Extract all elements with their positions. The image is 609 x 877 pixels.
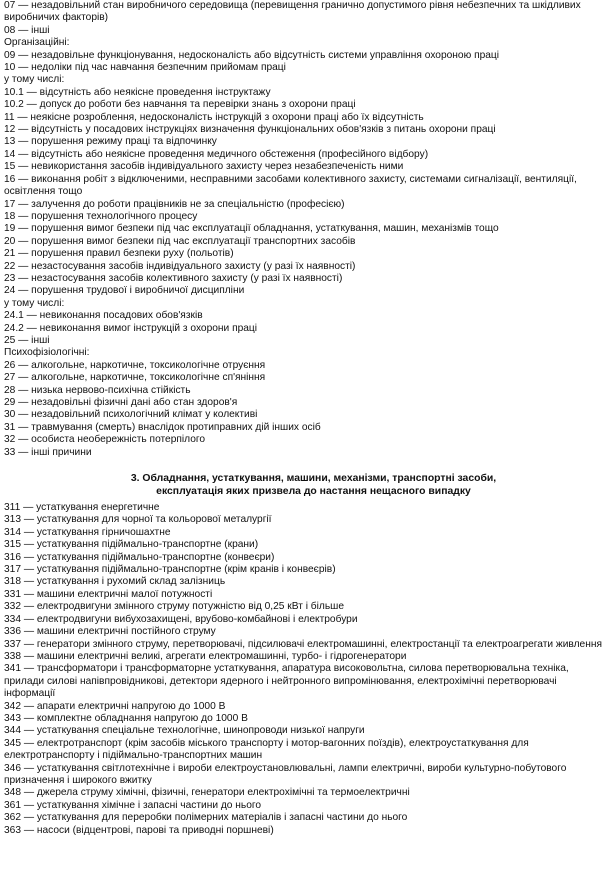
list-item: 336 — машини електричні постійного струму: [4, 626, 216, 638]
list-item: 342 — апарати електричні напругою до 1000 В: [4, 700, 226, 712]
list-item: 341 — трансформатори і трансформаторне устаткування, апаратура високовольтна, силова перетворювальна техніка, прилади силові напівпровідникові, детектори ядерного і нейтронного випромінювання, електрохімічні перетворювачі інформації: [4, 663, 569, 700]
list-item: 12 — відсутність у посадових інструкціях визначення функціональних обов'язків з питань охорони праці: [4, 124, 496, 136]
list-item: 14 — відсутність або неякісне проведення медичного обстеження (професійного відбору): [4, 148, 429, 160]
list-item: 25 — інші: [4, 334, 50, 346]
list-item: 20 — порушення вимог безпеки під час експлуатації транспортних засобів: [4, 235, 356, 247]
list-item: 361 — устаткування хімічне і запасні частини до нього: [4, 799, 262, 811]
subheading: у тому числі:: [4, 74, 65, 86]
list-item: 10.2 — допуск до роботи без навчання та перевірки знань з охорони праці: [4, 99, 356, 111]
list-item: 314 — устаткування гірничошахтне: [4, 526, 171, 538]
list-item: 317 — устаткування підіймально-транспортне (крім кранів і конвеєрів): [4, 564, 336, 576]
list-item: 318 — устаткування і рухомий склад залізниць: [4, 576, 226, 588]
list-item: 26 — алкогольне, наркотичне, токсикологічне отруєння: [4, 359, 266, 371]
list-item: 334 — електродвигуни вибухозахищені, врубово-комбайнові і електробури: [4, 613, 358, 625]
list-item: 362 — устаткування для переробки полімерних матеріалів і запасні частини до нього: [4, 812, 408, 824]
list-item: 21 — порушення правил безпеки руху (польотів): [4, 248, 234, 260]
list-item: 19 — порушення вимог безпеки під час експлуатації обладнання, устаткування, машин, механізмів тощо: [4, 223, 499, 235]
list-item: 332 — електродвигуни змінного струму потужністю від 0,25 кВт і більше: [4, 601, 344, 613]
section-title-line-1: 3. Обладнання, устаткування, машини, механізми, транспортні засоби,: [130, 473, 497, 485]
list-item: 348 — джерела струму хімічні, фізичні, генератори електрохімічні та термоелектричні: [4, 787, 410, 799]
list-item: 16 — виконання робіт з відключеними, несправними засобами колективного захисту, системами сигналізації, вентиляції, освітлення тощо: [4, 173, 577, 198]
list-item: 27 — алкогольне, наркотичне, токсикологічне сп'яніння: [4, 372, 266, 384]
list-item: 331 — машини електричні малої потужності: [4, 588, 213, 600]
list-item: 344 — устаткування спеціальне технологічне, шинопроводи низької напруги: [4, 725, 365, 737]
category-heading: Психофізіологічні:: [4, 347, 90, 359]
list-item: 337 — генератори змінного струму, перетворювачі, підсилювачі електромашинні, електростанції та електроагрегати живлення: [4, 638, 602, 650]
list-item: 313 — устаткування для чорної та кольорової металургії: [4, 514, 272, 526]
list-item: 33 — інші причини: [4, 446, 92, 458]
list-item: 30 — незадовільний психологічний клімат у колективі: [4, 409, 258, 421]
subheading: у тому числі:: [4, 297, 65, 309]
list-item: 24.1 — невиконання посадових обов'язків: [4, 310, 203, 322]
list-item: 15 — невикористання засобів індивідуального захисту через незабезпеченість ними: [4, 161, 404, 173]
list-item: 11 — неякісне розроблення, недосконалість інструкцій з охорони праці або їх відсутність: [4, 111, 424, 123]
section-title-line-2: експлуатація яких призвела до настання нещасного випадку: [156, 486, 471, 498]
spacer: [4, 459, 605, 472]
list-item: 13 — порушення режиму праці та відпочинку: [4, 136, 217, 148]
list-item: 345 — електротранспорт (крім засобів міського транспорту і мотор-вагонних поїздів), електроустаткування для електротранспорту і підіймально-транспортних машин: [4, 737, 529, 762]
list-item: 10 — недоліки під час навчання безпечним прийомам праці: [4, 62, 286, 74]
list-item: 311 — устаткування енергетичне: [4, 502, 160, 514]
list-item: 18 — порушення технологічного процесу: [4, 210, 198, 222]
list-item: 31 — травмування (смерть) внаслідок протиправних дій інших осіб: [4, 421, 321, 433]
list-item: 29 — незадовільні фізичні дані або стан здоров'я: [4, 397, 238, 408]
list-item: 24 — порушення трудової і виробничої дисципліни: [4, 285, 245, 297]
equipment-list: [4, 502, 605, 837]
list-item: 17 — залучення до роботи працівників не за спеціальністю (професією): [4, 198, 345, 210]
list-item: 24.2 — невиконання вимог інструкцій з охорони праці: [4, 322, 258, 334]
section-3-heading: [4, 472, 605, 498]
list-item: 346 — устаткування світлотехнічне і вироби електроустановлювальні, лампи електричні, вироби культурно-побутового призначення і широкого вжитку: [4, 762, 567, 786]
list-item: 363 — насоси (відцентрові, парові та приводні поршневі): [4, 824, 274, 836]
list-item: 315 — устаткування підіймально-транспортне (крани): [4, 539, 259, 551]
list-item: 09 — незадовільне функціонування, недосконалість або відсутність системи управління охороною праці: [4, 49, 500, 61]
category-heading: Організаційні:: [4, 37, 70, 49]
list-item: 07 — незадовільний стан виробничого середовища (перевищення гранично допустимого рівня небезпечних та шкідливих виробничих факторів): [4, 0, 581, 24]
causes-list: [4, 0, 605, 459]
list-item: 343 — комплектне обладнання напругою до 1000 В: [4, 712, 248, 724]
list-item: 23 — незастосування засобів колективного захисту (у разі їх наявності): [4, 272, 343, 284]
list-item: 28 — низька нервово-психічна стійкість: [4, 384, 191, 396]
list-item: 32 — особиста необережність потерпілого: [4, 434, 206, 446]
list-item: 10.1 — відсутність або неякісне проведення інструктажу: [4, 86, 271, 98]
list-item: 338 — машини електричні великі, агрегати електромашинні, турбо- і гідрогенератори: [4, 650, 407, 662]
list-item: 08 — інші: [4, 24, 50, 36]
list-item: 316 — устаткування підіймально-транспортне (конвеєри): [4, 551, 275, 563]
list-item: 22 — незастосування засобів індивідуального захисту (у разі їх наявності): [4, 260, 356, 272]
